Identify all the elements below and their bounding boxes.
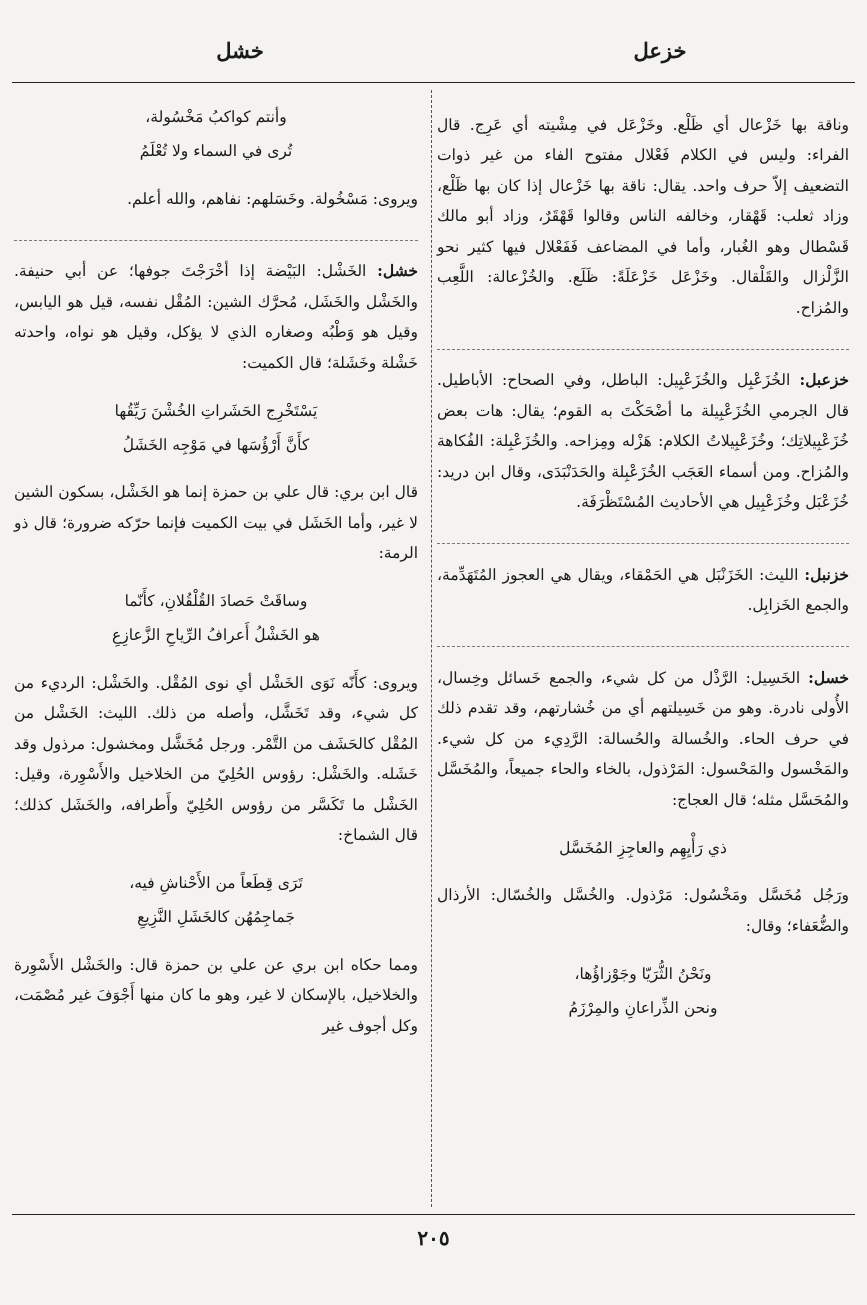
verse xyxy=(14,394,418,462)
entry-khazanbal xyxy=(437,560,849,648)
verse-line: وساقَتْ حَصادَ القُلْقُلانِ، كأَنّما xyxy=(124,592,308,610)
column-divider xyxy=(431,90,432,1207)
entry-khashal xyxy=(14,256,418,1067)
verse xyxy=(437,831,849,865)
entry-text: الخَشْل: البَيْضة إذا أخْرَجْتَ جوفها؛ عن أبي حنيفة. والخَشْل والخَشَل، مُحرَّك الشين: المُقْل نفسه، قيل هو اليابس، وقيل هو وَطْبُه وصغاره الذي لا يؤكل، وقيل هو نواه، واحدته خَشْلة وخَشَلة؛ قال الكميت: xyxy=(14,262,418,372)
verse-line: ونَحْنُ الثُّرَيّا وجَوْزاؤُها، xyxy=(574,964,712,983)
header-word-left: خشل xyxy=(216,38,264,63)
entry-text: الليث: الخَزَنْبَل هي الحَمْقاء، ويقال هي العجوز المُتَهَدِّمة، والجمع الخَزابِل. xyxy=(437,565,849,614)
verse-line: هو الخَشْلُ أَعرافُ الرِّياحِ الزَّعازِعِ xyxy=(112,626,320,644)
entry-text: الخُزَعْبِل والخُزَعْبِيل: الباطل، وفي الصحاح: الأباطيل. قال الجرمي الخُزَعْبِيلة ما أضْحَكْتَ به القوم؛ يقال: هات بعض خُزَعْبِيلاتِك؛ وخُزَعْبِيلاتُ الكلام: هَزْله ومِزاحه. والخُزَعْبِلة: الفُكاهة والمُزاح. ومن أسماء العَجَب الخُزَعْبِلة والحَدَنْبَدَى، وقال ابن دريد: خُزَعْبَل وخُزَعْبِيل هي الأحاديث المُسْتَظْرَفَة. xyxy=(437,371,849,511)
page-number: ٢٠٥ xyxy=(417,1226,450,1250)
verse xyxy=(14,866,418,934)
entry-text: وناقة بها خَزْعال أي ظَلْع. وخَزْعَل في مِشْيته أي عَرِج. قال الفراء: وليس في الكلام فَعْلال مفتوح الفاء من غير ذوات التضعيف إلاّ حرف واحد. يقال: ناقة بها خَزْعال إذا كان بها ظَلْع، وزاد ثعلب: قَهْقار، وخالفه الناس وقالوا قَهْقَرٌ، وزاد أبو مالك قَسْطال وهو الغُبار، وأما في المضاعف فَفَعْلال فيها كثير نحو الزَّلْزال والقَلْقال. وخَزْعَل خَزْعَلَةً: ظَلَع. والخُزْعالة: اللَّعِب والمُزاح. xyxy=(437,115,849,317)
verse-line: يَسْتَخْرِج الحَشَراتِ الخُشْنَ رَيِّقُها xyxy=(114,401,318,420)
header-word-right: خزعل xyxy=(633,38,687,63)
verse xyxy=(14,100,418,168)
entry-text: ويروى: مَسْخُولة. وخَسَلهم: نفاهم، والله أعلم. xyxy=(127,189,418,208)
entry-text: قال ابن بري: قال علي بن حمزة إنما هو الخَشْل، بسكون الشين لا غير، وأما الخَشَل في بيت الكميت فإنما حرّكه ضرورة؛ قال ذو الرمة: xyxy=(14,483,418,562)
verse-line: وأنتم كواكبُ مَخْسُولة، xyxy=(145,108,287,126)
entry-continuation xyxy=(437,110,849,350)
verse-line: جَماجِمُهُن كالخَشَلِ النَّزِيعِ xyxy=(137,908,295,926)
entry-lemma: خشل: xyxy=(377,261,418,280)
entry-lemma: خزنبل: xyxy=(804,564,849,584)
right-column xyxy=(437,94,849,1055)
entry-text: الخَسِيل: الرَّذْل من كل شيء، والجمع خَسائل وخِسال، الأُولى نادرة. وهو من خَسِيلتهم أي من خُشارتهم، وقد تقدم ذلك في حرف الحاء. والخُسالة والحُسالة: الرَّدِيء من كل شيء. والمَخْسول والمَحْسول: المَرْذول، بالخاء والحاء جميعاً، والمُخَسَّل والمُحَسَّل مثله؛ قال العجاج: xyxy=(437,668,849,809)
entry-khasal xyxy=(437,663,849,1041)
entry-lemma: خزعبل: xyxy=(799,370,849,389)
verse-line: ونحن الذِّراعانِ والمِرْزَمُ xyxy=(568,998,718,1017)
top-rule xyxy=(12,82,855,83)
verse-line: تَرَى قِطَعاً من الأَحْناشِ فيه، xyxy=(129,874,303,892)
verse-line: ذي رَأْيِهِم والعاجِزِ المُخَسَّل xyxy=(559,838,727,857)
entry-khazabal xyxy=(437,365,849,544)
bottom-rule xyxy=(12,1214,855,1215)
verse-line: تُرى في السماء ولا تُعْلَمُ xyxy=(139,142,293,160)
entry-lemma: خسل: xyxy=(808,667,849,687)
left-column xyxy=(14,94,418,1081)
entry-continuation xyxy=(14,100,418,241)
entry-text: ورَجُل مُخَسَّل ومَخْسُول: مَرْذول. والخُسَّل والخُسّال: الأرذال والضُّعَفاء؛ وقال: xyxy=(437,886,849,935)
verse-line: كأَنَّ أَرْؤُسَها في مَوْجِه الخَشَلُ xyxy=(122,435,310,454)
entry-text: ويروى: كأَنّه نَوَى الخَشْل أي نوى المُقْل. والخَشْل: الرديء من كل شيء، وقد تَخَشَّل، وأصله من ذلك. الليث: الخَشْل من المُقْل كالحَشَف من التَّمْر. ورجل مُخَشَّل ومخشول: مرذول وقد خَشَله. والخَشْل: رؤوس الحُلِيّ من الخلاخيل والأَسْوِرة، وقيل: الخَشْل ما تَكَسَّر من رؤوس الحُلِيّ وأَطرافه، والخَشَل كذلك؛ قال الشماخ: xyxy=(14,673,418,844)
verse xyxy=(437,957,849,1025)
entry-text: ومما حكاه ابن بري عن علي بن حمزة قال: والخَشْل الأَسْوِرة والخلاخيل، بالإسكان لا غير، وهو ما كان منها أَجْوَفَ غير مُصْمَت، وكل أجوف غير xyxy=(14,955,418,1035)
verse xyxy=(14,584,418,652)
page-header xyxy=(20,38,847,78)
